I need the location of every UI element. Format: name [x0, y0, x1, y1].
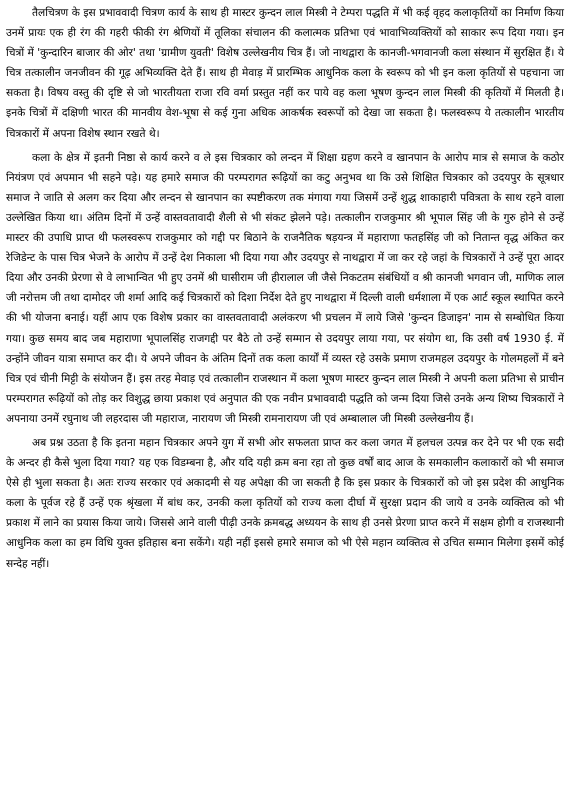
paragraph-1: तैलचित्रण के इस प्रभाववादी चित्रण कार्य के साथ ही मास्टर कुन्दन लाल मिस्त्री ने टेम्परा पद्धति में भी कई वृहद कलाकृतियों का निर्माण किया उनमें प्रायः एक ही रंग की गहरी फीकी रंग श्रेणियों में तूलिका संचालन की कलात्मक प्रतिभा एवं भावाभिव्यक्तियों को साकार रूप दिया गया। इन चित्रों में 'कुन्दारिन बाजार की ओर' तथा 'ग्रामीण युवती' विशेष उल्लेखनीय चित्र हैं। जो नाथद्वारा के कानजी-भगवानजी कला संस्थान में सुरक्षित हैं। ये चित्र तत्कालीन जनजीवन की गूढ़ अभिव्यक्ति देते हैं। साथ ही मेवाड़ में प्रारम्भिक आधुनिक कला के स्वरूप को भी इन कला कृतियों से पहचाना जा सकता है। विषय वस्तु की दृष्टि से जो भारतीयता राजा रवि वर्मा प्रस्तुत नहीं कर पाये वह कला भूषण कुन्दन लाल मिस्त्री की कृतियों में मिलती है। इनके चित्रों में दक्षिणी भारत की मानवीय वेश-भूषा से कई गुना अधिक आकर्षक स्वरूपों को देखा जा सकता है। फलस्वरूप ये तत्कालीन भारतीय चित्रकारों में अपना विशेष स्थान रखते थे। [6, 7, 564, 140]
paragraph-2: कला के क्षेत्र में इतनी निष्ठा से कार्य करने व ले इस चित्रकार को लन्दन में शिक्षा ग्रहण करने व खानपान के आरोप मात्र से समाज के कठोर नियंत्रण एवं अपमान भी सहने पड़े। यह हमारे समाज की परम्परागत रूढ़ियों का कटु अनुभव था कि उसे शिक्षित चित्रकार को उदयपुर के सूत्रधार समाज ने जाति से अलग कर दिया और लन्दन से खानपान का स्पष्टीकरण तक मंगाया गया जिसमें उन्हें शुद्ध शाकाहारी पवित्रता के साथ रहने वाला उल्लेखित किया था। अंतिम दिनों में उन्हें वास्तवतावादी शैली से भी संकट झेलने पड़े। तत्कालीन राजकुमार श्री भूपाल सिंह जी के गुरु होने से उन्हें मास्टर की उपाधि प्राप्त थी फलस्वरूप राजकुमार को गद्दी पर बिठाने के राजनैतिक षड़यन्त्र में महाराणा फतहसिंह जी को नितान्त वृद्ध अंकित कर रेजिडेन्ट के पास चित्र भेजने के आरोप में उन्हें देश निकाला भी दिया गया और उदयपुर से नाथद्वारा में जा कर रहे जहां के चित्रकारों ने उन्हें पूरा आदर दिया और उनकी प्रेरणा से वे लाभान्वित भी हुए उनमें श्री घासीराम जी हीरालाल जी जैसे निकटतम संबंधियों व श्री कानजी भगवान जी, माणिक लाल जी नरोत्तम जी तथा दामोदर जी शर्मा आदि कई चित्रकारों को दिशा निर्देश देते हुए नाथद्वारा में दिल्ली वाली धर्मशाला में एक आर्ट स्कूल स्थापित करने की भी योजना बनाई। यहीं आप एक विशेष प्रकार का वास्तवतावादी अलंकरण भी प्रचलन में लाये जिसे 'कुन्दन डिजाइन' नाम से सम्बोधित किया गया। कुछ समय बाद जब महाराणा भूपालसिंह राजगद्दी पर बैठे तो उन्हें सम्मान से उदयपुर लाया गया, पर संयोग था, कि उसी वर्ष 1930 ई. में उन्होंने जीवन यात्रा समाप्त कर दी। ये अपने जीवन के अंतिम दिनों तक कला कार्यों में व्यस्त रहे उसके प्रमाण राजमहल उदयपुर के गोलमहलों में बने चित्र एवं चीनी मिट्टी के संयोजन हैं। इस तरह मेवाड़ एवं तत्कालीन राजस्थान में कला भूषण मास्टर कुन्दन लाल मिस्त्री ने अपनी कला प्रतिभा से प्राचीन परम्परागत रूढ़ियों को तोड़ कर विशुद्ध छाया प्रकाश एवं अनुपात की एक नवीन प्रभाववादी पद्धति को जन्म दिया जिसे उनके अन्य शिष्य चित्रकारों ने अपनाया उनमें रघुनाथ जी लहरदास जी महाराज, नारायण जी मिस्त्री रामनारायण जी एवं अम्बालाल जी मिस्त्री उल्लेखनीय हैं। [6, 151, 564, 425]
paragraph-3: अब प्रश्न उठता है कि इतना महान चित्रकार अपने युग में सभी ओर सफलता प्राप्त कर कला जगत में हलचल उत्पन्न कर देने पर भी एक सदी के अन्दर ही कैसे भुला दिया गया? यह एक विडम्बना है, और यदि यही क्रम बना रहा तो कुछ वर्षों बाद आज के समकालीन कलाकारों को भी समाज ऐसे ही भुला सकता है। अतः राज्य सरकार एवं अकादमी से यह अपेक्षा की जा सकती है कि इस प्रकार के चित्रकारों को जो इस प्रदेश की आधुनिक कला के पूर्वज रहे हैं उन्हें एक श्रृंखला में बांध कर, उनकी कला कृतियों को राज्य कला दीर्घा में सुरक्षा प्रदान की जाये व उनके व्यक्तित्व को भी प्रकाश में लाने का प्रयास किया जाये। जिससे आने वाली पीढ़ी उनके क्रमबद्ध अध्ययन के साथ ही उनसे प्रेरणा प्राप्त करने में सक्षम होगी व राजस्थानी आधुनिक कला का हम विधि युक्त इतिहास बना सकेंगे। यही नहीं इससे हमारे समाज को भी ऐसे महान व्यक्तित्व से उचित सम्मान मिलेगा इसमें कोई सन्देह नहीं। [6, 436, 564, 570]
